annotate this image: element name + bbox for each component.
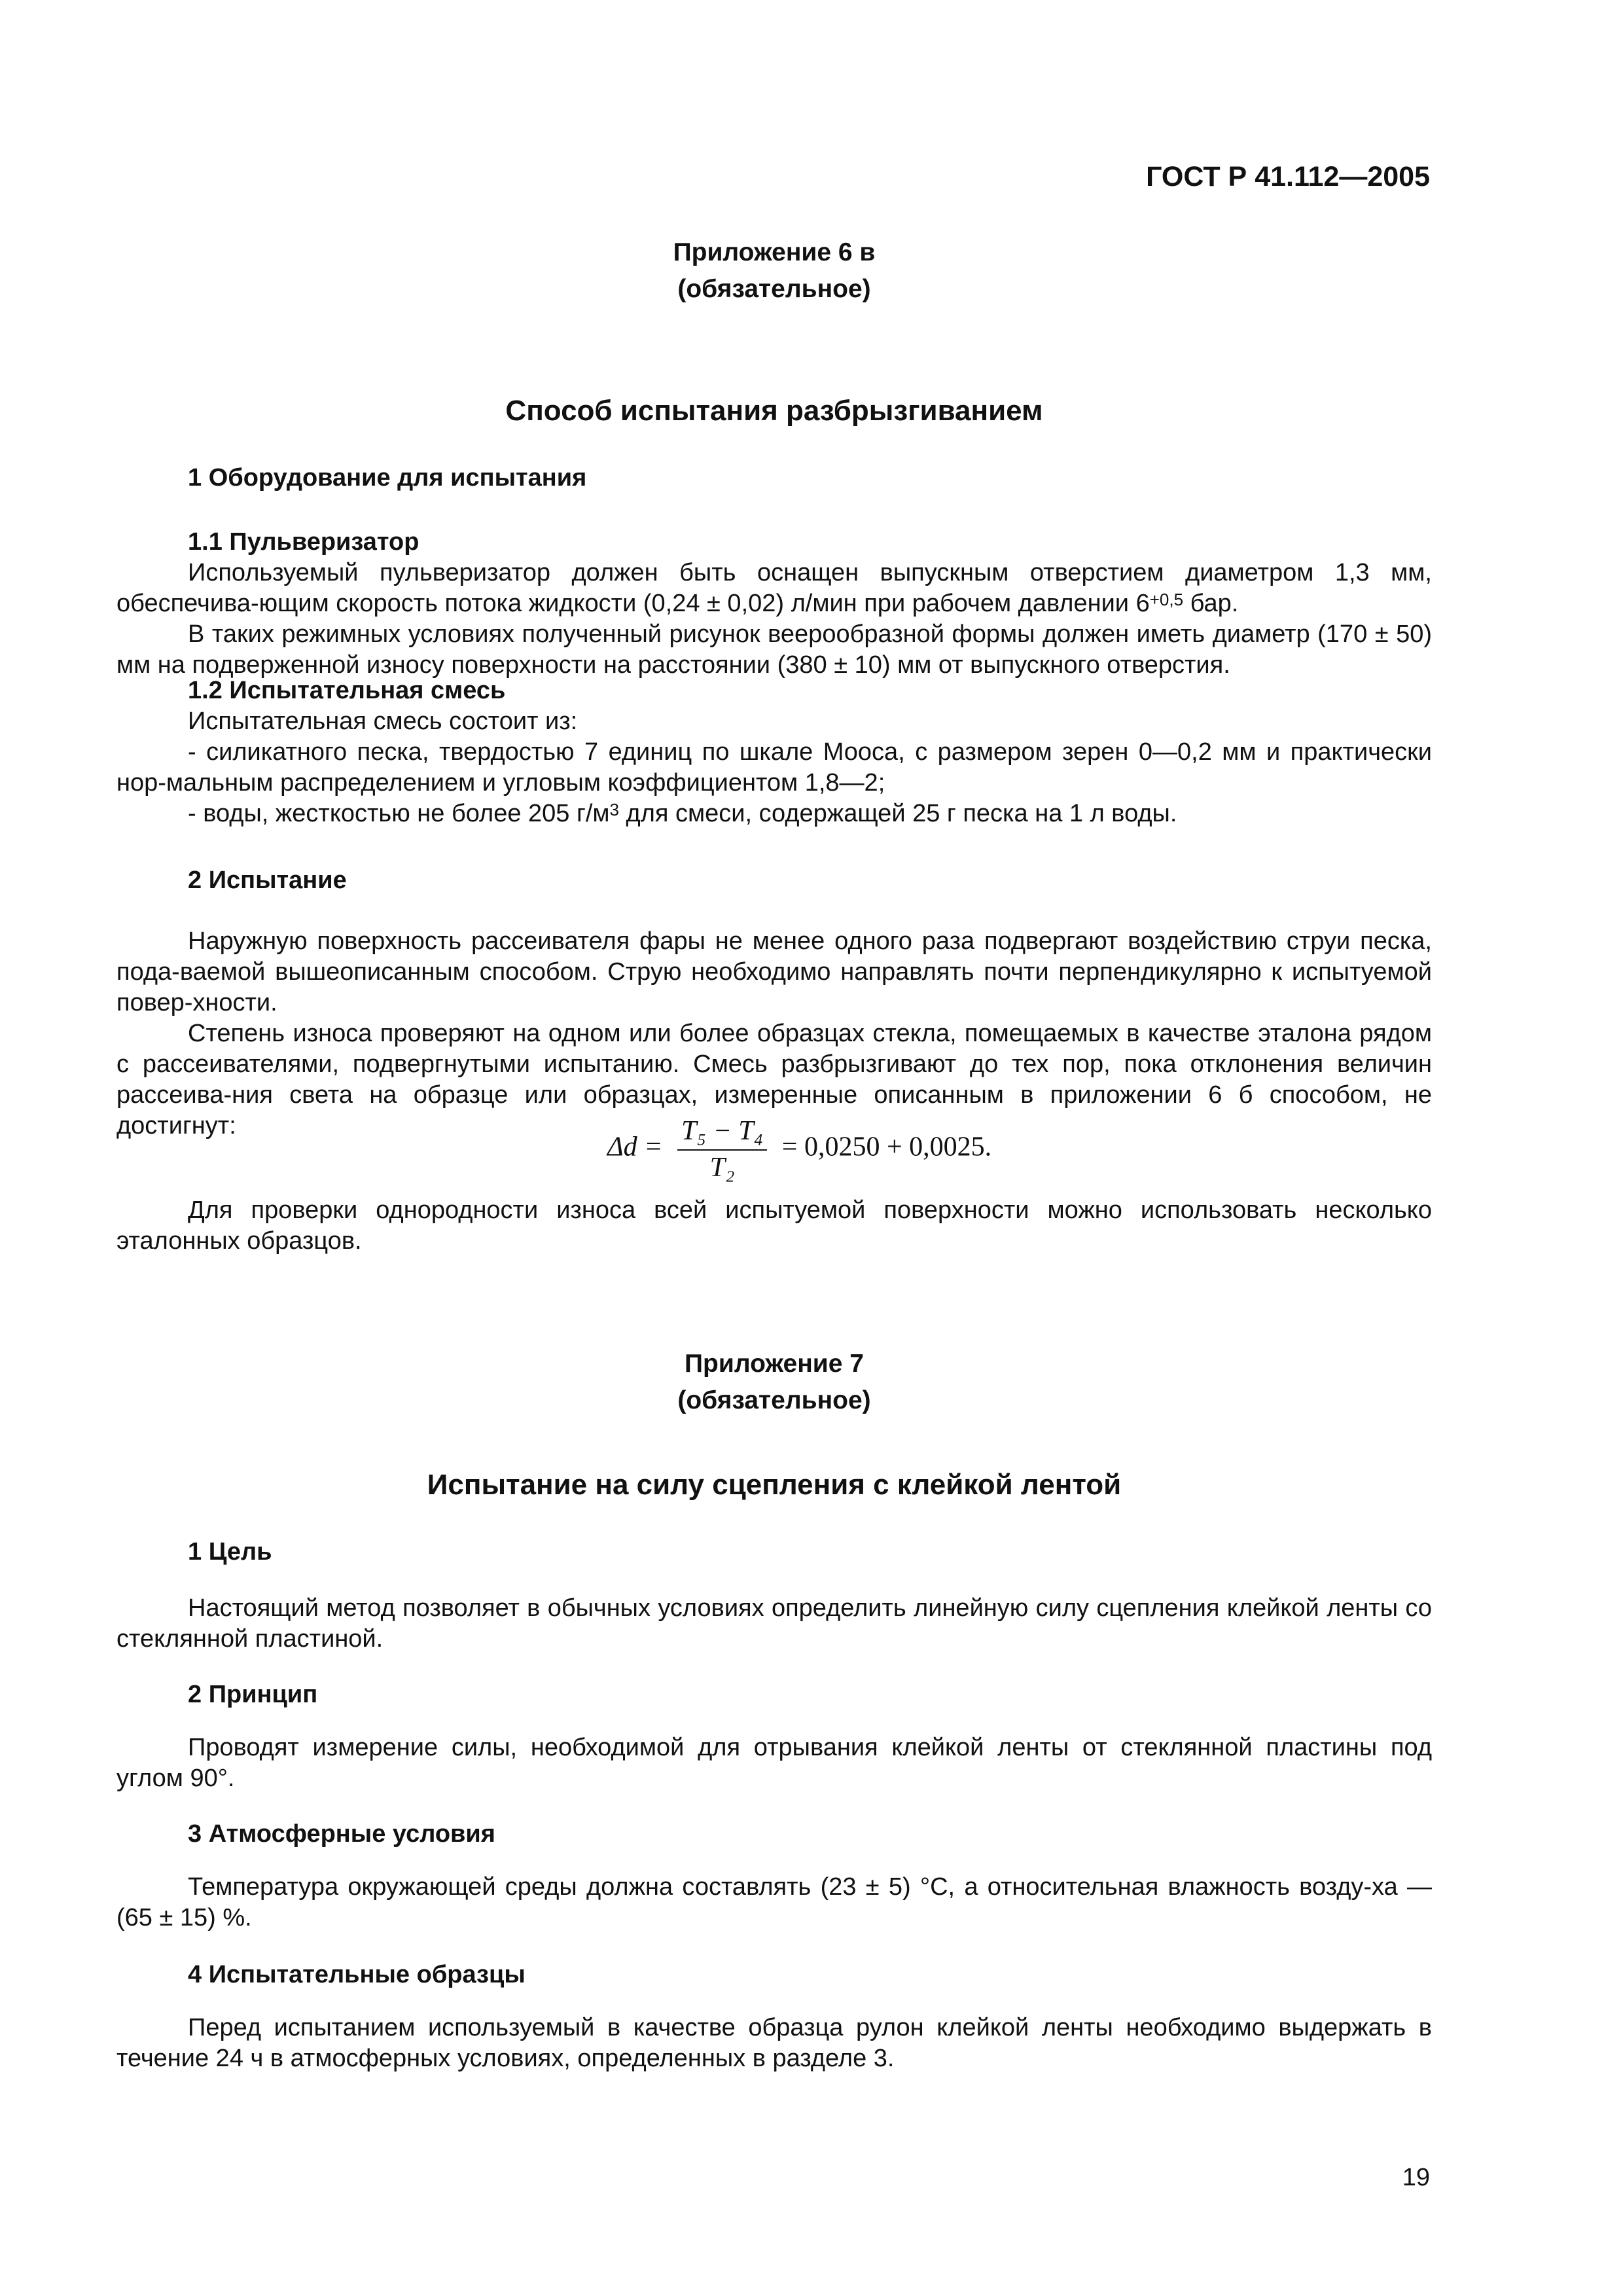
paragraph-block [116, 1732, 1432, 1794]
formula-denominator: T₂ [709, 1153, 735, 1183]
document-code: ГОСТ Р 41.112—2005 [1146, 161, 1430, 192]
paragraph-block [116, 1195, 1432, 1257]
annex-6v-title: Способ испытания разбрызгиванием [505, 395, 1043, 427]
paragraph: Испытательная смесь состоит из: [188, 708, 578, 735]
list-item: - силикатного песка, твердостью 7 единиц по шкале Мооса, с размером зерен 0—0,2 мм и практически нор-мальным распределением и угловым коэффициентом 1,8—2; [116, 738, 1432, 797]
section-heading: 2 Принцип [188, 1681, 318, 1708]
annex-6v-status: (обязательное) [677, 275, 871, 303]
formula-lhs: Δd = [607, 1132, 663, 1162]
paragraph-block [116, 2013, 1432, 2074]
list-item: - воды, жесткостью не более 205 $г/м^3$ для смеси, содержащей 25 г песка на 1 л воды. [188, 800, 1177, 827]
subsection-heading: 1.2 Испытательная смесь [188, 677, 506, 704]
section-heading: 1 Оборудование для испытания [188, 464, 587, 492]
annex-7-label: Приложение 7 [685, 1350, 864, 1378]
section-heading: 2 Испытание [188, 867, 347, 894]
section-heading: 1 Цель [188, 1538, 272, 1566]
subsection-heading: 1.1 Пульверизатор [188, 528, 419, 556]
section-heading: 3 Атмосферные условия [188, 1820, 495, 1848]
formula-fraction [677, 1115, 767, 1183]
annex-7-heading [116, 1346, 1432, 1419]
paragraph: В таких режимных условиях полученный рисунок веерообразной формы должен иметь диаметр (170 ± 50) мм на подверженной износу поверхности на расстоянии (380 ± 10) мм от выпускного отверстия. [116, 620, 1432, 679]
paragraph: Степень износа проверяют на одном или более образцах стекла, помещаемых в качестве эталона рядом с рассеивателями, подвергнутыми испытанию. Смесь разбрызгивают до тех пор, пока отклонения величин рассеива-ния света на образце или образцах, измеренные описанным в приложении 6 б способом, не достигнут: [116, 1020, 1432, 1139]
paragraph-block [116, 1593, 1432, 1655]
paragraph: Наружную поверхность рассеивателя фары не менее одного раза подвергают воздействию струи песка, пода-ваемой вышеописанным способом. Струю необходимо направлять почти перпендикулярно к испытуемой повер-хности. [116, 927, 1432, 1016]
formula-rhs: = 0,0250 + 0,0025. [781, 1132, 992, 1162]
paragraph: Температура окружающей среды должна составлять (23 ± 5) °С, а относительная влажность возду-ха — (65 ± 15) %. [116, 1873, 1432, 1931]
paragraph-block [116, 558, 1432, 681]
paragraph: Проводят измерение силы, необходимой для отрывания клейкой ленты от стеклянной пластины под углом 90°. [116, 1734, 1432, 1792]
formula-numerator: T₅ − T₄ [677, 1115, 767, 1151]
section-heading: 4 Испытательные образцы [188, 1961, 526, 1988]
paragraph: Настоящий метод позволяет в обычных условиях определить линейную силу сцепления клейкой ленты со стеклянной пластиной. [116, 1594, 1432, 1653]
paragraph: Перед испытанием используемый в качестве образца рулон клейкой ленты необходимо выдержать в течение 24 ч в атмосферных условиях, определенных в разделе 3. [116, 2014, 1432, 2072]
paragraph-block [116, 926, 1432, 1141]
annex-7-status: (обязательное) [677, 1386, 871, 1414]
annex-7-title: Испытание на силу сцепления с клейкой лентой [427, 1469, 1122, 1501]
annex-6v-label: Приложение 6 в [673, 238, 876, 266]
page-number: 19 [1402, 2164, 1430, 2191]
annex-6v-heading [116, 234, 1432, 308]
paragraph: Для проверки однородности износа всей испытуемой поверхности можно использовать несколько эталонных образцов. [116, 1196, 1432, 1255]
formula [607, 1115, 991, 1187]
paragraph: Используемый пульверизатор должен быть оснащен выпускным отверстием диаметром 1,3 мм, обеспечива-ющим скорость потока жидкости (0,24 ± 0,02) л/мин при рабочем давлении $6^{+0,5}$ бар. [116, 559, 1432, 617]
paragraph-block [116, 706, 1432, 829]
paragraph-block [116, 1872, 1432, 1933]
